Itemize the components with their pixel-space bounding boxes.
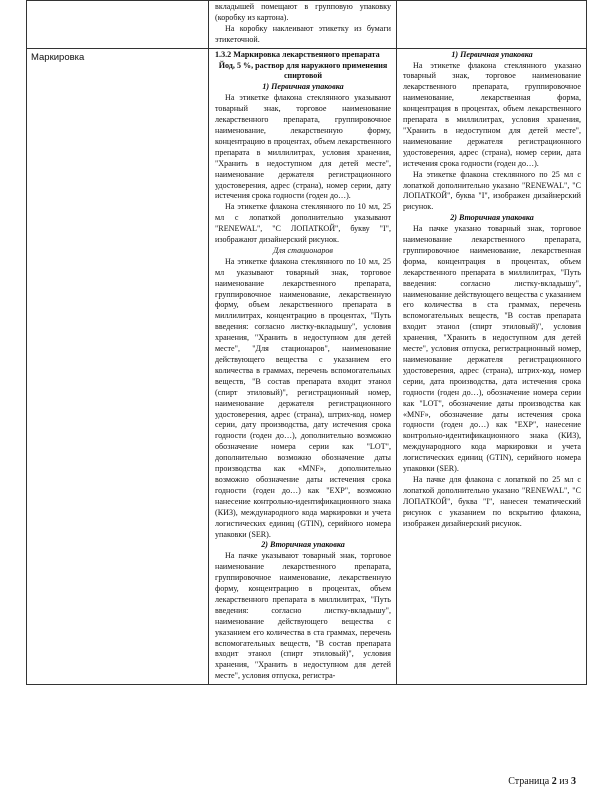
- secondary-packaging-heading: 2) Вторичная упаковка: [261, 540, 345, 550]
- product-name: Йод, 5 %, раствор для наружного применения спиртовой: [218, 60, 388, 81]
- right-paragraph-4: На пачке для флакона с лопаткой по 25 мл с лопаткой дополнительно указано "RENEWAL", "С ЛОПАТКОЙ", буква "I", нанесен тематический рисунок с указанием по вскрытию флакона, изображен дизайнерский рисунок.: [403, 474, 581, 528]
- top-right-cell: [397, 1, 587, 49]
- primary-packaging-heading: 1) Первичная упаковка: [262, 82, 344, 92]
- row-label-cell: [27, 48, 209, 685]
- right-secondary-heading: 2) Вторичная упаковка: [450, 213, 534, 223]
- section-title: 1.3.2 Маркировка лекарственного препарата: [215, 49, 380, 59]
- table-row-marking: [27, 48, 587, 685]
- page-number: [508, 776, 576, 787]
- hospital-heading: Для стационаров: [273, 245, 333, 255]
- right-paragraph-2: На этикетке флакона стеклянного по 25 мл с лопаткой дополнительно указано "RENEWAL", "С ЛОПАТКОЙ", буква "I", изображен дизайнерский рисунок.: [403, 169, 581, 212]
- top-label-cell: [27, 1, 209, 49]
- middle-paragraph-1: На этикетке флакона стеклянного указывают товарный знак, торговое наименование лекарственного препарата, группировочное наименование, лекарственную форму, концентрацию в процентах, объем лекарственного препарата в миллилитрах, условия хранения, "Хранить в недоступном для детей месте", наименование держателя регистрационного удостоверения, адрес (страна), номер серии, дату истечения срока годности (годен до…).: [215, 93, 391, 201]
- top-paragraph-2: На коробку наклеивают этикетку из бумаги этикеточной.: [215, 23, 391, 44]
- total-pages: 3: [571, 776, 576, 787]
- top-middle-cell: [209, 1, 397, 49]
- right-paragraph-3: На пачке указано товарный знак, торговое наименование лекарственного препарата, группировочное наименование, лекарственная форма, концентрация в процентах, объем лекарственного препарата в миллилитрах, "Путь введения: согласно листку-вкладышу", наименование действующего вещества с указанием его количества в ста граммах, перечень вспомогательных веществ, "В состав препарата входит этанол (спирт этиловый)", условия хранения, "Хранить в недоступном для детей месте", условия отпуска, регистрационный номер, наименование держателя регистрационного удостоверения, адрес (страна), штрих-код, номер серии, дата производства, дата истечения срока годности (годен до…), обозначение номера серии как "LOT", обозначение даты производства как «MNF», обозначение даты истечения срока годности (годен до…) как "EXP", нанесение контрольно-идентификационного знака (КИЗ), международного кода маркировки и учета логистических единиц (GTIN), серийного номера упаковки (SER).: [403, 224, 581, 474]
- top-paragraph-1: вкладышей помещают в групповую упаковку (коробку из картона).: [215, 2, 391, 22]
- middle-paragraph-2: На этикетке флакона стеклянного по 10 мл, 25 мл с лопаткой дополнительно указывают "RENEWAL", "С ЛОПАТКОЙ", букву "I", изображают дизайнерский рисунок.: [215, 202, 391, 245]
- middle-paragraph-4: На пачке указывают товарный знак, торговое наименование лекарственного препарата, группировочное наименование, лекарственную форму, концентрацию в процентах, объем лекарственного препарата в миллилитрах, "Путь введения: согласно листку-вкладышу", наименование действующего вещества с указанием его количества в ста граммах, перечень вспомогательных веществ, "В состав препарата входит этанол (спирт этиловый)", условия хранения, "Хранить в недоступном для детей месте", условия отпуска, регистра-: [215, 551, 391, 681]
- proposed-text-cell: [209, 48, 397, 685]
- right-primary-heading: 1) Первичная упаковка: [451, 49, 533, 59]
- page-prefix: Страница: [508, 776, 552, 787]
- row-label: Маркировка: [31, 51, 85, 63]
- comparison-table: [26, 0, 587, 685]
- table-row-top: [27, 1, 587, 49]
- current-page: 2: [551, 776, 557, 787]
- right-paragraph-1: На этикетке флакона стеклянного указано товарный знак, торговое наименование лекарственного препарата, группировочное наименование, лекарственная форма, концентрация в процентах, объем лекарственного препарата в миллилитрах, условия хранения, "Хранить в недоступном для детей месте", наименование держателя регистрационного удостоверения, адрес (страна), номер серии, дата истечения срока годности (годен до…).: [403, 60, 581, 168]
- page-separator: из: [556, 776, 571, 787]
- current-text-cell: [397, 48, 587, 685]
- middle-paragraph-3: На этикетке флакона стеклянного по 10 мл, 25 мл указывают товарный знак, торговое наименование лекарственного препарата, группировочное наименование, лекарственную форму, объем лекарственного препарата в миллилитрах, концентрацию в процентах, "Путь введения: согласно листку-вкладышу", условия хранения, "Хранить в недоступном для детей месте", "Для стационаров", наименование действующего вещества с указанием его количества в граммах, перечень вспомогательных веществ, "В состав препарата входит этанол (спирт этиловый)", регистрационный номер, наименование держателя регистрационного удостоверения, адрес (страна), штрих-код, номер серии, дату производства, дату истечения срока годности (годен до…), дополнительно возможно обозначение номера серии как "LOT", дополнительно возможно обозначение даты производства как «MNF», дополнительно возможно обозначение даты истечения срока годности (годен до…) как "EXP", возможно нанесение контрольно-идентификационного знака (КИЗ), международного кода маркировки и учета логистических единиц (GTIN), серийного номера упаковки (SER).: [215, 256, 391, 539]
